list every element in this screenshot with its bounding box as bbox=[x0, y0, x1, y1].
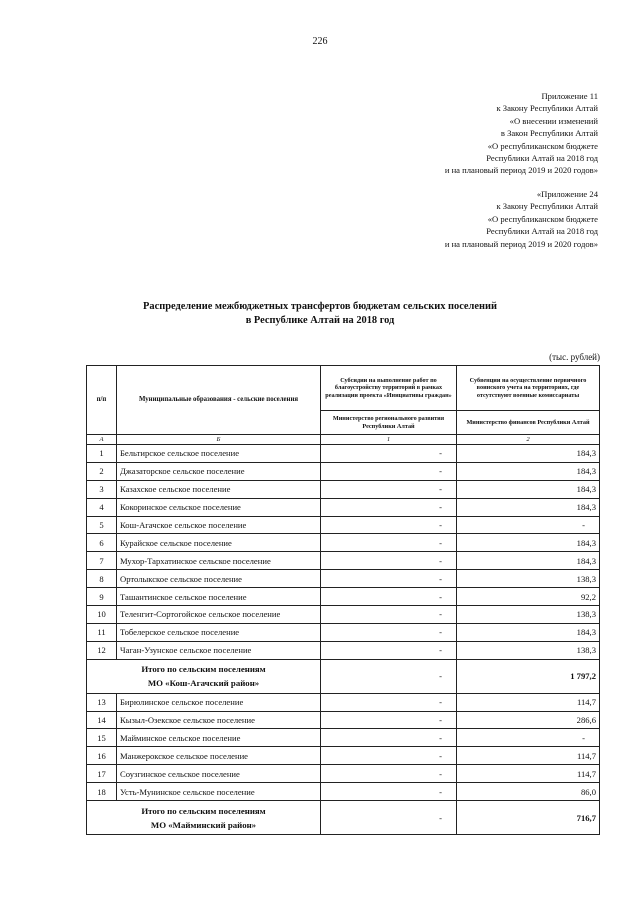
table-row bbox=[87, 729, 600, 747]
total-label-line: МО «Майминский район» bbox=[150, 819, 257, 830]
header-col1: Субсидии на выполнение работ по благоустройству территорий в рамках реализации проекта «Инициативы граждан» bbox=[321, 366, 457, 411]
appendix-line: «О республиканском бюджете bbox=[487, 140, 598, 151]
row-name: Бельтирское сельское поселение bbox=[117, 445, 321, 463]
appendix-line: к Закону Республики Алтай bbox=[496, 103, 598, 114]
table-row bbox=[87, 711, 600, 729]
row-number: 10 bbox=[87, 606, 117, 624]
appendix-line: Приложение 11 bbox=[541, 91, 598, 101]
row-name: Казахское сельское поселение bbox=[117, 480, 321, 498]
row-name: Мухор-Тархатинское сельское поселение bbox=[117, 552, 321, 570]
title-line-1: Распределение межбюджетных трансфертов бюджетам сельских поселений bbox=[143, 301, 497, 312]
table-row bbox=[87, 588, 600, 606]
row-subsidy-value: - bbox=[321, 729, 457, 747]
row-subsidy-value: - bbox=[321, 534, 457, 552]
header-num: п/п bbox=[87, 366, 117, 435]
row-subsidy-value: - bbox=[321, 552, 457, 570]
table-row bbox=[87, 516, 600, 534]
row-subsidy-value: - bbox=[321, 606, 457, 624]
total-subvention-value: 716,7 bbox=[457, 801, 600, 835]
row-subsidy-value: - bbox=[321, 783, 457, 801]
row-subvention-value: 184,3 bbox=[457, 480, 600, 498]
row-subsidy-value: - bbox=[321, 498, 457, 516]
row-subsidy-value: - bbox=[321, 445, 457, 463]
table-row bbox=[87, 552, 600, 570]
total-subsidy-value: - bbox=[321, 801, 457, 835]
row-name: Кош-Агачское сельское поселение bbox=[117, 516, 321, 534]
row-number: 9 bbox=[87, 588, 117, 606]
appendix-24-block bbox=[445, 188, 598, 250]
row-number: 3 bbox=[87, 480, 117, 498]
row-number: 5 bbox=[87, 516, 117, 534]
letter-b: Б bbox=[117, 435, 321, 445]
row-number: 18 bbox=[87, 783, 117, 801]
table-row bbox=[87, 623, 600, 641]
table-row bbox=[87, 765, 600, 783]
row-number: 14 bbox=[87, 711, 117, 729]
row-subvention-value: 184,3 bbox=[457, 445, 600, 463]
page-number: 226 bbox=[312, 36, 328, 47]
row-subvention-value: 184,3 bbox=[457, 498, 600, 516]
document-title bbox=[0, 300, 640, 327]
total-label bbox=[87, 801, 321, 835]
row-subvention-value: 114,7 bbox=[457, 765, 600, 783]
row-subvention-value: 286,6 bbox=[457, 711, 600, 729]
table-row bbox=[87, 445, 600, 463]
table-header-row bbox=[87, 366, 600, 411]
total-row bbox=[87, 801, 600, 835]
row-name: Чаган-Узунское сельское поселение bbox=[117, 641, 321, 659]
row-subvention-value: - bbox=[457, 729, 600, 747]
table-row bbox=[87, 783, 600, 801]
row-subsidy-value: - bbox=[321, 641, 457, 659]
title-line-2: в Республике Алтай на 2018 год bbox=[245, 314, 395, 326]
row-subsidy-value: - bbox=[321, 516, 457, 534]
units-label: (тыс. рублей) bbox=[549, 352, 600, 362]
row-name: Бирюлинское сельское поселение bbox=[117, 693, 321, 711]
row-subsidy-value: - bbox=[321, 588, 457, 606]
total-label-line: Итого по сельским поселениям bbox=[141, 805, 266, 816]
row-subsidy-value: - bbox=[321, 623, 457, 641]
row-name: Манжерокское сельское поселение bbox=[117, 747, 321, 765]
table-letters-row bbox=[87, 435, 600, 445]
total-label-line: МО «Кош-Агачский район» bbox=[147, 678, 260, 689]
row-name: Кокоринское сельское поселение bbox=[117, 498, 321, 516]
row-subvention-value: 184,3 bbox=[457, 462, 600, 480]
row-name: Джазаторское сельское поселение bbox=[117, 462, 321, 480]
appendix-line: «О республиканском бюджете bbox=[487, 213, 598, 224]
row-subvention-value: 86,0 bbox=[457, 783, 600, 801]
row-name: Ортолыкское сельское поселение bbox=[117, 570, 321, 588]
row-subvention-value: 138,3 bbox=[457, 570, 600, 588]
row-number: 6 bbox=[87, 534, 117, 552]
row-subsidy-value: - bbox=[321, 765, 457, 783]
row-number: 13 bbox=[87, 693, 117, 711]
row-subsidy-value: - bbox=[321, 693, 457, 711]
header-col2-ministry: Министерство финансов Республики Алтай bbox=[457, 411, 600, 435]
row-subvention-value: 114,7 bbox=[457, 747, 600, 765]
table-row bbox=[87, 570, 600, 588]
appendix-line: и на плановый период 2019 и 2020 годов» bbox=[444, 165, 598, 176]
header-name: Муниципальные образования - сельские поселения bbox=[117, 366, 321, 435]
transfers-table bbox=[86, 365, 600, 835]
table-row bbox=[87, 462, 600, 480]
header-col2: Субвенции на осуществление первичного воинского учета на территориях, где отсутствуют военные комиссариаты bbox=[457, 366, 600, 411]
total-label-line: Итого по сельским поселениям bbox=[141, 664, 266, 675]
row-subvention-value: 138,3 bbox=[457, 606, 600, 624]
row-name: Ташантинское сельское поселение bbox=[117, 588, 321, 606]
row-subsidy-value: - bbox=[321, 747, 457, 765]
appendix-line: «Приложение 24 bbox=[536, 189, 598, 199]
table-row bbox=[87, 693, 600, 711]
table-row bbox=[87, 747, 600, 765]
row-subvention-value: 184,3 bbox=[457, 623, 600, 641]
table-row bbox=[87, 534, 600, 552]
row-name: Курайское сельское поселение bbox=[117, 534, 321, 552]
row-name: Кызыл-Озекское сельское поселение bbox=[117, 711, 321, 729]
appendix-line: Республики Алтай на 2018 год bbox=[486, 226, 598, 237]
row-subvention-value: 114,7 bbox=[457, 693, 600, 711]
row-number: 17 bbox=[87, 765, 117, 783]
row-subvention-value: 184,3 bbox=[457, 534, 600, 552]
row-name: Тобелерское сельское поселение bbox=[117, 623, 321, 641]
row-subvention-value: 138,3 bbox=[457, 641, 600, 659]
header-col1-ministry: Министерство регионального развития Республики Алтай bbox=[321, 411, 457, 435]
row-number: 7 bbox=[87, 552, 117, 570]
appendix-line: к Закону Республики Алтай bbox=[496, 201, 598, 212]
total-row bbox=[87, 659, 600, 693]
row-subsidy-value: - bbox=[321, 480, 457, 498]
row-name: Теленгит-Сортогойское сельское поселение bbox=[117, 606, 321, 624]
table-row bbox=[87, 480, 600, 498]
row-subvention-value: - bbox=[457, 516, 600, 534]
row-number: 4 bbox=[87, 498, 117, 516]
appendix-11-block bbox=[445, 90, 598, 177]
row-number: 2 bbox=[87, 462, 117, 480]
appendix-line: «О внесении изменений bbox=[509, 115, 598, 126]
row-subsidy-value: - bbox=[321, 711, 457, 729]
appendix-line: в Закон Республики Алтай bbox=[500, 128, 598, 139]
table-row bbox=[87, 641, 600, 659]
row-number: 12 bbox=[87, 641, 117, 659]
row-name: Майминское сельское поселение bbox=[117, 729, 321, 747]
letter-1: 1 bbox=[321, 435, 457, 445]
total-subsidy-value: - bbox=[321, 659, 457, 693]
row-number: 11 bbox=[87, 623, 117, 641]
letter-a: А bbox=[87, 435, 117, 445]
row-subvention-value: 92,2 bbox=[457, 588, 600, 606]
row-subsidy-value: - bbox=[321, 570, 457, 588]
row-name: Соузгинское сельское поселение bbox=[117, 765, 321, 783]
table-row bbox=[87, 606, 600, 624]
appendix-line: и на плановый период 2019 и 2020 годов» bbox=[444, 238, 598, 249]
row-name: Усть-Мунинское сельское поселение bbox=[117, 783, 321, 801]
table-row bbox=[87, 498, 600, 516]
row-subvention-value: 184,3 bbox=[457, 552, 600, 570]
row-number: 1 bbox=[87, 445, 117, 463]
row-subsidy-value: - bbox=[321, 462, 457, 480]
total-label bbox=[87, 659, 321, 693]
total-subvention-value: 1 797,2 bbox=[457, 659, 600, 693]
letter-2: 2 bbox=[457, 435, 600, 445]
row-number: 16 bbox=[87, 747, 117, 765]
row-number: 8 bbox=[87, 570, 117, 588]
row-number: 15 bbox=[87, 729, 117, 747]
appendix-line: Республики Алтай на 2018 год bbox=[486, 153, 598, 164]
